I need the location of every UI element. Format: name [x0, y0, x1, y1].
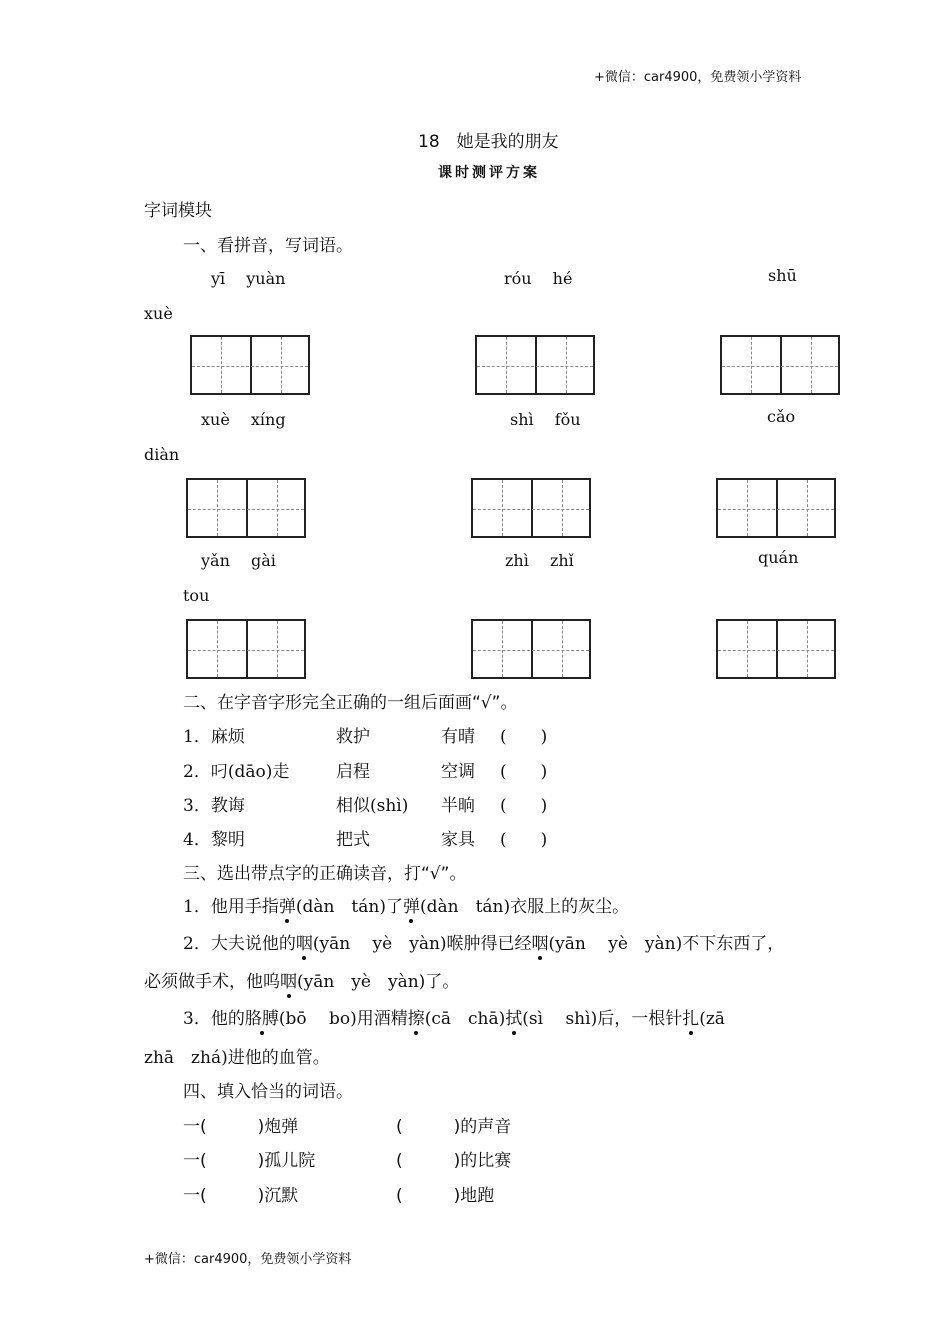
watermark-top: +微信：car4900，免费领小学资料 — [594, 70, 802, 85]
answer-blank[interactable]: ( ) — [500, 762, 548, 782]
dotted-char: 咽 — [532, 929, 549, 954]
pinyin-label: xuè xíng — [201, 410, 286, 429]
fill-blank-item[interactable]: 一( )沉默 — [183, 1186, 299, 1206]
pronunciation-options[interactable]: (yān yè yàn)了。 — [297, 972, 460, 992]
question-2-line-2 — [144, 967, 459, 992]
choice-item: 2．叼(dāo)走 — [183, 762, 290, 782]
choice-item: 把式 — [336, 830, 370, 850]
dotted-char: 拭 — [505, 1004, 522, 1029]
pronunciation-options[interactable]: (dàn tán)衣服上的灰尘。 — [419, 897, 630, 917]
choice-item: 启程 — [336, 762, 370, 782]
writing-grid[interactable] — [471, 619, 591, 679]
answer-blank[interactable]: ( ) — [500, 830, 548, 850]
pronunciation-options[interactable]: (sì shì)后，一根针 — [522, 1009, 683, 1029]
section4-heading: 四、填入恰当的词语。 — [183, 1082, 353, 1102]
fill-blank-item[interactable]: 一( )孤儿院 — [183, 1151, 316, 1171]
pronunciation-options[interactable]: (bō bo)用酒精 — [278, 1009, 408, 1029]
writing-grid[interactable] — [475, 335, 595, 395]
choice-item: 家具 — [441, 830, 475, 850]
pronunciation-options[interactable]: (yān yè yàn)喉肿得已经 — [312, 934, 532, 954]
dotted-char: 弹 — [403, 892, 420, 917]
dotted-char: 扎 — [682, 1004, 699, 1029]
question-3-line-1 — [183, 1004, 725, 1029]
fill-blank-item[interactable]: ( )地跑 — [396, 1186, 495, 1206]
choice-item: 4．黎明 — [183, 830, 245, 850]
writing-grid[interactable] — [186, 619, 306, 679]
writing-grid[interactable] — [190, 335, 310, 395]
pinyin-label: quán — [758, 548, 799, 567]
page-subtitle: 课时测评方案 — [438, 165, 540, 181]
choice-item: 半晌 — [441, 796, 475, 816]
section3-heading: 三、选出带点字的正确读音，打“√”。 — [183, 864, 467, 884]
choice-item: 相似(shì) — [336, 796, 409, 816]
watermark-bottom: +微信：car4900，免费领小学资料 — [144, 1252, 352, 1267]
question-text: 3．他的 — [183, 1009, 245, 1029]
question-text: 必须做手术，他呜 — [144, 972, 280, 992]
pronunciation-options[interactable]: (dàn tán)了 — [295, 897, 403, 917]
dotted-char: 咽 — [280, 967, 297, 992]
pinyin-label: yǎn gài — [201, 551, 276, 570]
question-2-line-1 — [183, 929, 784, 954]
pinyin-label: xuè — [144, 304, 173, 323]
section1-heading: 一、看拼音，写词语。 — [183, 236, 353, 256]
pronunciation-options[interactable]: (cā chā) — [424, 1009, 506, 1029]
section2-heading: 二、在字音字形完全正确的一组后面画“√”。 — [183, 693, 518, 713]
answer-blank[interactable]: ( ) — [500, 796, 548, 816]
question-1 — [183, 892, 629, 917]
page-title: 18 她是我的朋友 — [418, 132, 559, 152]
pinyin-label: shū — [768, 266, 797, 285]
choice-item: 1．麻烦 — [183, 727, 245, 747]
writing-grid[interactable] — [716, 619, 836, 679]
question-3-line-2 — [144, 1043, 330, 1068]
pronunciation-options[interactable]: zhā zhá)进他的血管。 — [144, 1048, 330, 1068]
choice-item: 空调 — [441, 762, 475, 782]
choice-item: 救护 — [336, 727, 370, 747]
pinyin-label: róu hé — [504, 269, 573, 288]
pronunciation-options[interactable]: (zā — [699, 1009, 725, 1029]
answer-blank[interactable]: ( ) — [500, 727, 548, 747]
choice-item: 3．教诲 — [183, 796, 245, 816]
question-text: 1．他用手指 — [183, 897, 279, 917]
choice-item: 有晴 — [441, 727, 475, 747]
dotted-char: 胳膊 — [245, 1004, 279, 1029]
writing-grid[interactable] — [471, 478, 591, 538]
pinyin-label: yī yuàn — [211, 269, 286, 288]
fill-blank-item[interactable]: ( )的声音 — [396, 1117, 512, 1137]
pinyin-label: tou — [183, 586, 210, 605]
pronunciation-options[interactable]: (yān yè yàn)不下东西了， — [548, 934, 785, 954]
dotted-char: 弹 — [279, 892, 296, 917]
pinyin-label: shì fǒu — [510, 410, 581, 429]
dotted-char: 擦 — [408, 1004, 425, 1029]
module-heading: 字词模块 — [144, 201, 212, 221]
writing-grid[interactable] — [186, 478, 306, 538]
question-text: 2．大夫说他的 — [183, 934, 296, 954]
pinyin-label: zhì zhǐ — [505, 551, 574, 570]
writing-grid[interactable] — [720, 335, 840, 395]
dotted-char: 咽 — [296, 929, 313, 954]
writing-grid[interactable] — [716, 478, 836, 538]
fill-blank-item[interactable]: 一( )炮弹 — [183, 1117, 299, 1137]
fill-blank-item[interactable]: ( )的比赛 — [396, 1151, 512, 1171]
pinyin-label: diàn — [144, 445, 180, 464]
pinyin-label: cǎo — [767, 407, 796, 426]
